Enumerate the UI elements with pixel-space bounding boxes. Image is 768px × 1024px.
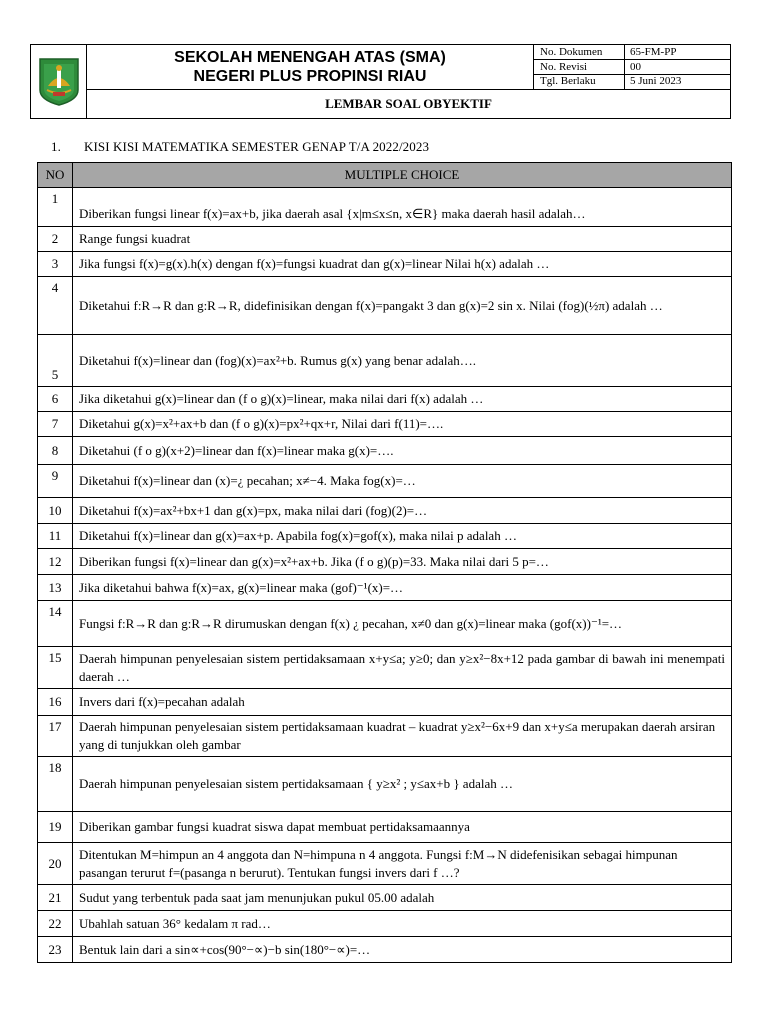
table-row (38, 387, 732, 412)
question-text: Diketahui f(x)=linear dan (x)=¿ pecahan; x≠−4. Maka fog(x)=… (73, 465, 732, 498)
table-row (38, 465, 732, 498)
school-name-line2: NEGERI PLUS PROPINSI RIAU (193, 68, 427, 85)
question-text: Bentuk lain dari a sin∝+cos(90°−∝)−b sin(180°−∝)=… (73, 937, 732, 963)
section-number: 1. (51, 139, 61, 154)
table-row (38, 843, 732, 885)
table-row (38, 227, 732, 252)
row-number: 5 (38, 335, 73, 387)
question-text: Daerah himpunan penyelesaian sistem pertidaksamaan { y≥x² ; y≤ax+b } adalah … (73, 757, 732, 812)
question-text: Range fungsi kuadrat (73, 227, 732, 252)
doc-number-label: No. Dokumen (540, 46, 603, 58)
table-row (38, 812, 732, 843)
revision-label: No. Revisi (540, 61, 588, 73)
question-text: Diketahui f(x)=linear dan g(x)=ax+p. Apabila fog(x)=gof(x), maka nilai p adalah … (73, 524, 732, 549)
row-number: 17 (38, 716, 73, 757)
row-number: 15 (38, 647, 73, 689)
row-number: 12 (38, 549, 73, 575)
row-number: 9 (38, 465, 73, 498)
table-row (38, 524, 732, 549)
effective-date-value: 5 Juni 2023 (630, 75, 682, 87)
row-number: 11 (38, 524, 73, 549)
question-text: Diketahui f(x)=linear dan (fog)(x)=ax²+b. Rumus g(x) yang benar adalah…. (73, 335, 732, 387)
question-text: Sudut yang terbentuk pada saat jam menunjukan pukul 05.00 adalah (73, 885, 732, 911)
table-row (38, 575, 732, 601)
meta-row-date (534, 74, 731, 89)
question-grid-table (37, 162, 732, 963)
table-row (38, 335, 732, 387)
question-text: Daerah himpunan penyelesaian sistem pertidaksamaan x+y≤a; y≥0; dan y≥x²−8x+12 pada gambar di bawah ini menempati daerah … (73, 647, 732, 689)
riau-emblem-icon (38, 56, 80, 106)
sheet-title: LEMBAR SOAL OBYEKTIF (87, 89, 730, 118)
question-text: Diketahui f:R→R dan g:R→R, didefinisikan dengan f(x)=pangakt 3 dan g(x)=2 sin x. Nilai (fog)(½π) adalah … (73, 277, 732, 335)
table-row (38, 549, 732, 575)
question-text: Diketahui f(x)=ax²+bx+1 dan g(x)=px, maka nilai dari (fog)(2)=… (73, 498, 732, 524)
meta-row-doc (534, 45, 731, 60)
row-number: 8 (38, 437, 73, 465)
question-text: Diketahui g(x)=x²+ax+b dan (f o g)(x)=px²+qx+r, Nilai dari f(11)=…. (73, 412, 732, 437)
effective-date-label: Tgl. Berlaku (540, 75, 596, 87)
table-row (38, 689, 732, 716)
row-number: 22 (38, 911, 73, 937)
question-text: Ubahlah satuan 36° kedalam π rad… (73, 911, 732, 937)
row-number: 13 (38, 575, 73, 601)
question-text: Ditentukan M=himpun an 4 anggota dan N=himpuna n 4 anggota. Fungsi f:M→N didefenisikan sebagai himpunan pasangan terurut f=(pasanga n berurut). Tentukan fungsi invers dari f …? (73, 843, 732, 885)
row-number: 4 (38, 277, 73, 335)
table-row (38, 716, 732, 757)
table-row (38, 188, 732, 227)
section-title: KISI KISI MATEMATIKA SEMESTER GENAP T/A 2022/2023 (84, 139, 430, 154)
question-text: Daerah himpunan penyelesaian sistem pertidaksamaan kuadrat – kuadrat y≥x²−6x+9 dan x+y≤a merupakan daerah arsiran yang di tunjukkan oleh gambar (73, 716, 732, 757)
doc-number-value: 65-FM-PP (630, 46, 677, 58)
column-header-no: NO (38, 163, 73, 188)
column-header-multiple-choice: MULTIPLE CHOICE (73, 163, 732, 188)
row-number: 20 (38, 843, 73, 885)
table-header-row (38, 163, 732, 188)
row-number: 18 (38, 757, 73, 812)
question-text: Diberikan fungsi f(x)=linear dan g(x)=x²+ax+b. Jika (f o g)(p)=33. Maka nilai dari 5 p=… (73, 549, 732, 575)
row-number: 23 (38, 937, 73, 963)
row-number: 7 (38, 412, 73, 437)
question-text: Jika diketahui g(x)=linear dan (f o g)(x)=linear, maka nilai dari f(x) adalah … (73, 387, 732, 412)
question-text: Invers dari f(x)=pecahan adalah (73, 689, 732, 716)
table-row (38, 885, 732, 911)
row-number: 3 (38, 252, 73, 277)
row-number: 10 (38, 498, 73, 524)
row-number: 21 (38, 885, 73, 911)
table-row (38, 911, 732, 937)
logo-cell (31, 45, 87, 118)
row-number: 14 (38, 601, 73, 647)
question-text: Jika fungsi f(x)=g(x).h(x) dengan f(x)=fungsi kuadrat dan g(x)=linear Nilai h(x) adalah … (73, 252, 732, 277)
table-row (38, 252, 732, 277)
row-number: 1 (38, 188, 73, 227)
question-text: Fungsi f:R→R dan g:R→R dirumuskan dengan f(x) ¿ pecahan, x≠0 dan g(x)=linear maka (gof(x))⁻¹=… (73, 601, 732, 647)
table-row (38, 647, 732, 689)
question-text: Jika diketahui bahwa f(x)=ax, g(x)=linear maka (gof)⁻¹(x)=… (73, 575, 732, 601)
question-text: Diketahui (f o g)(x+2)=linear dan f(x)=linear maka g(x)=…. (73, 437, 732, 465)
row-number: 6 (38, 387, 73, 412)
table-row (38, 601, 732, 647)
row-number: 19 (38, 812, 73, 843)
table-row (38, 757, 732, 812)
revision-value: 00 (630, 61, 641, 73)
school-name-line1: SEKOLAH MENENGAH ATAS (SMA) (174, 49, 446, 66)
table-row (38, 498, 732, 524)
table-row (38, 437, 732, 465)
row-number: 16 (38, 689, 73, 716)
table-row (38, 412, 732, 437)
document-header (30, 44, 731, 119)
table-row (38, 277, 732, 335)
table-row (38, 937, 732, 963)
school-name (87, 45, 533, 89)
question-text: Diberikan gambar fungsi kuadrat siswa dapat membuat pertidaksamaannya (73, 812, 732, 843)
row-number: 2 (38, 227, 73, 252)
meta-row-rev (534, 60, 731, 75)
document-meta-table (533, 45, 730, 89)
section-heading (51, 139, 429, 155)
question-text: Diberikan fungsi linear f(x)=ax+b, jika daerah asal {x|m≤x≤n, x∈R} maka daerah hasil adalah… (73, 188, 732, 227)
